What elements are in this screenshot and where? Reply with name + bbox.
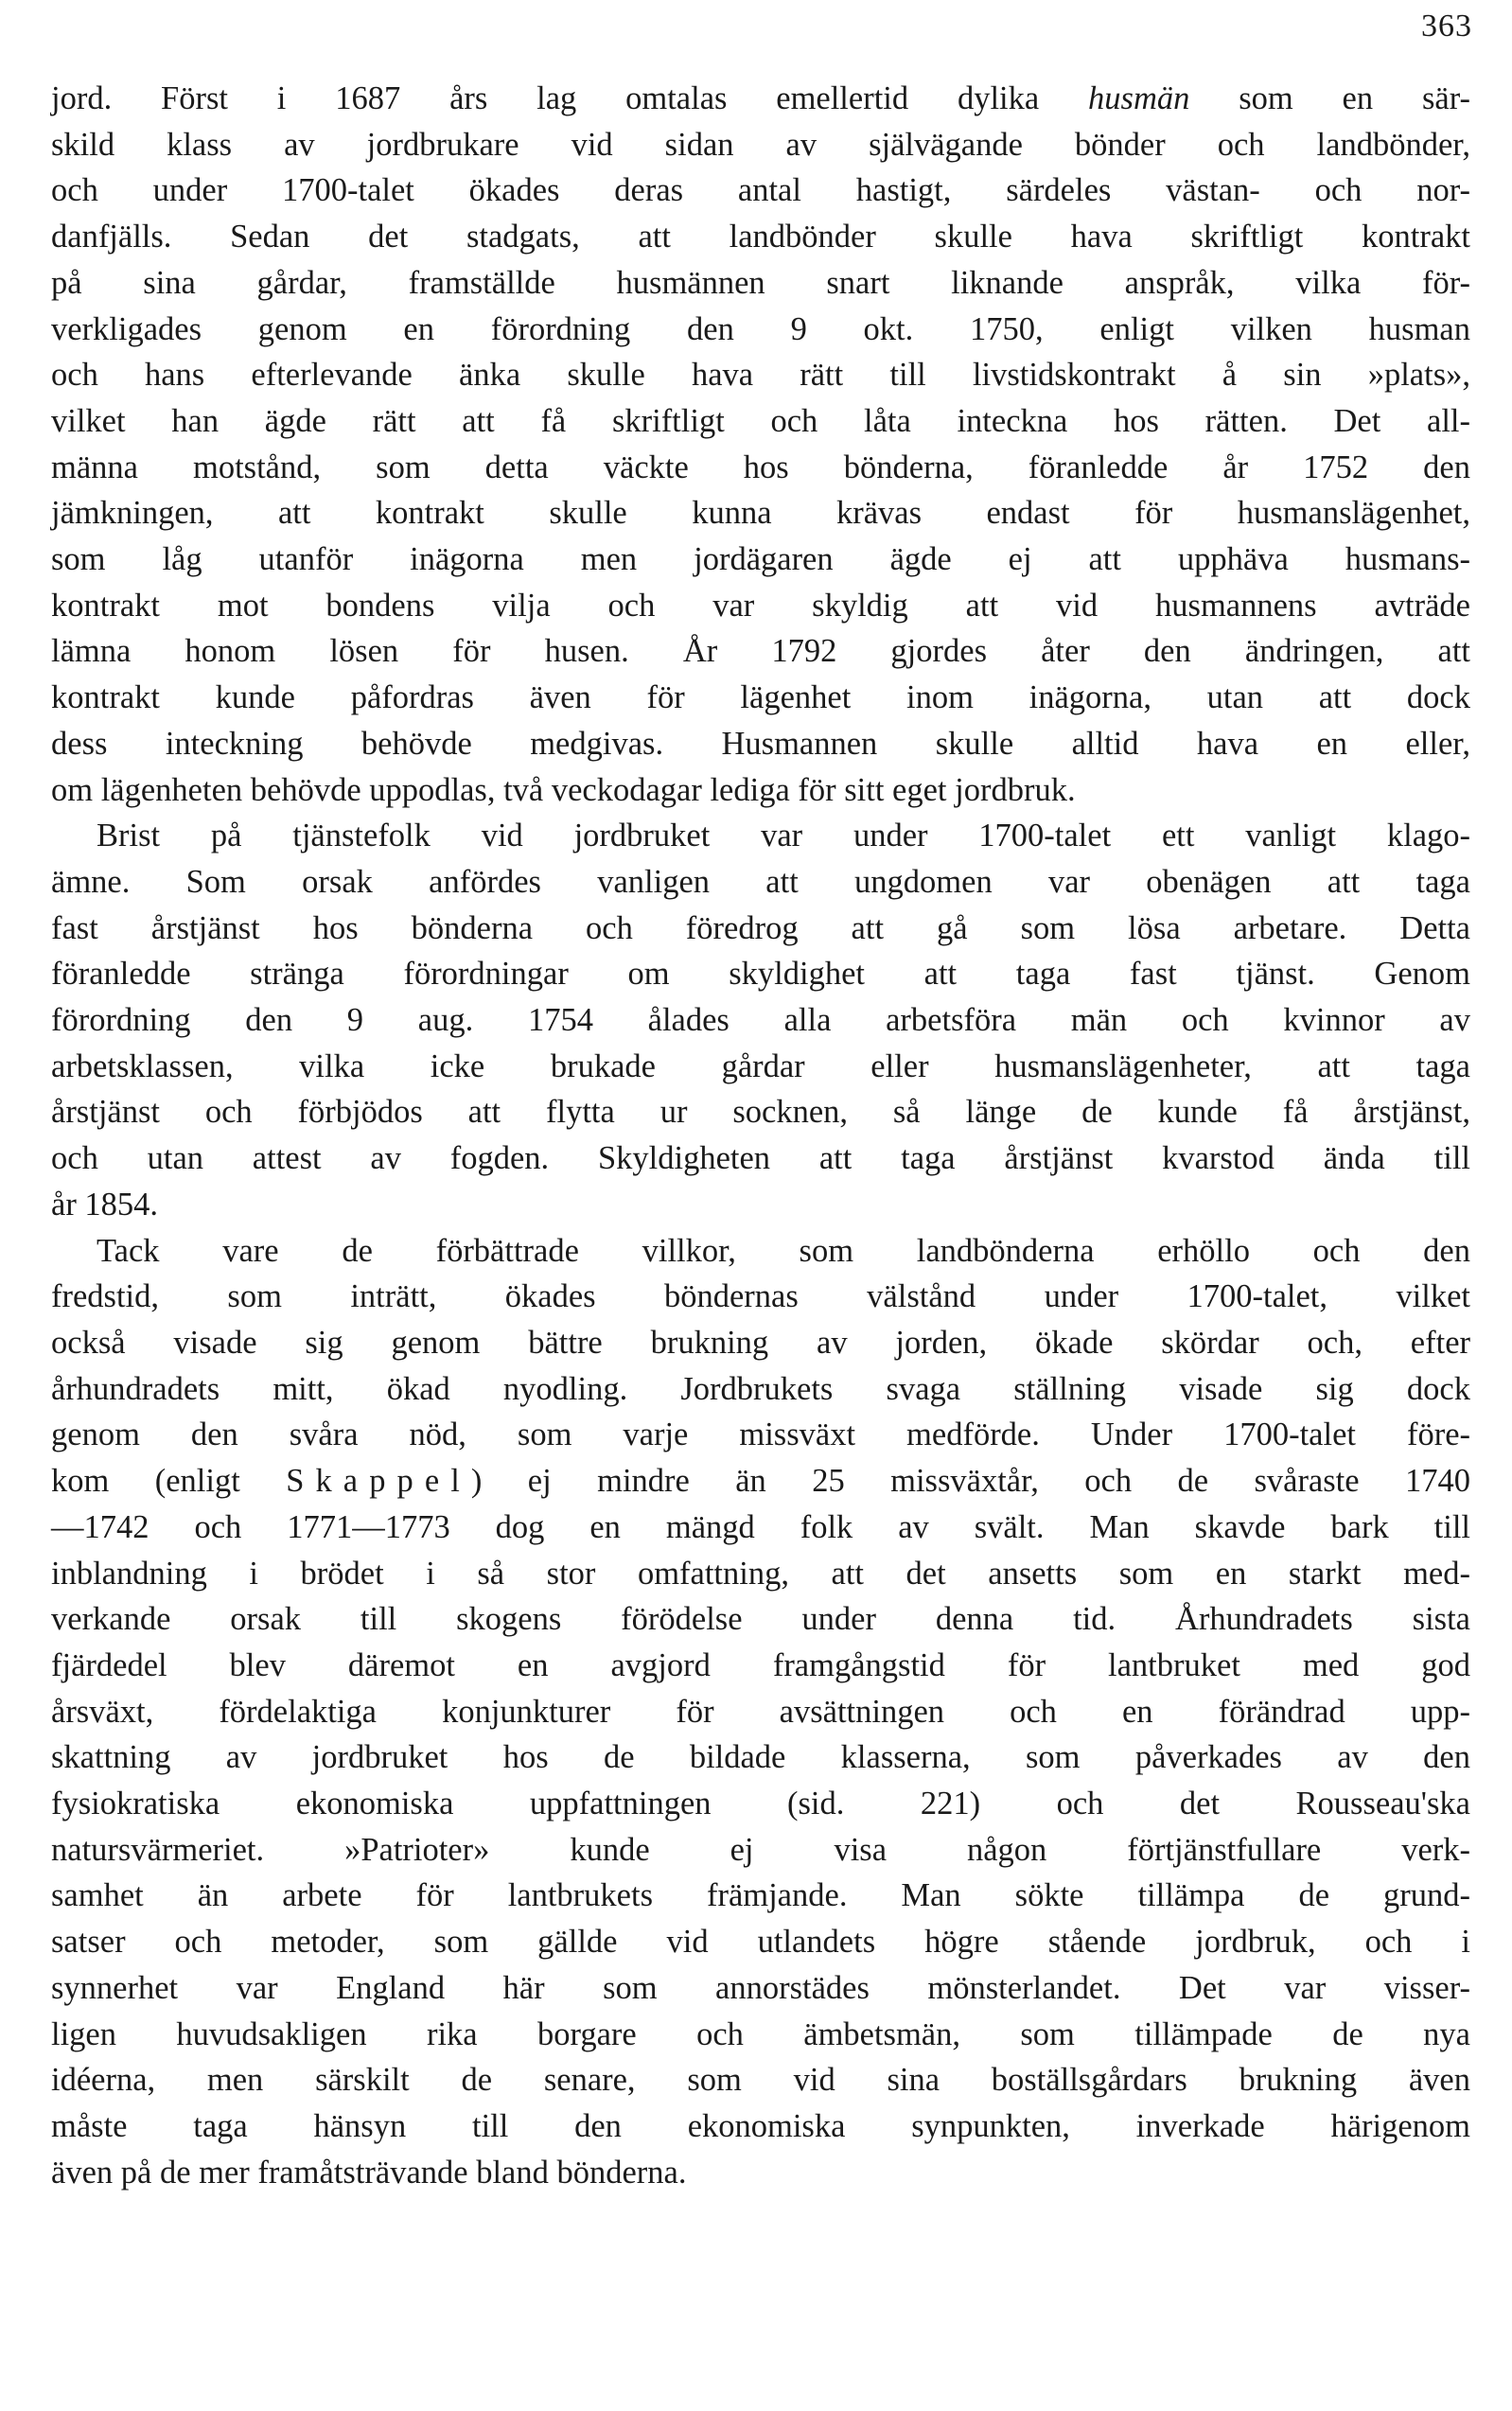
text-line	[51, 2150, 1470, 2196]
text-run: genom den svåra nöd, som varje missväxt medförde. Under 1700-talet före-	[51, 1417, 1470, 1453]
text-run: också visade sig genom bättre brukning av jorden, ökade skördar och, efter	[51, 1324, 1470, 1361]
text-line	[51, 167, 1470, 214]
text-line	[51, 997, 1470, 1044]
text-line	[51, 675, 1470, 721]
text-run: verkligades genom en förordning den 9 okt. 1750, enligt vilken husman	[51, 310, 1470, 347]
text-line	[51, 1781, 1470, 1827]
text-run: årstjänst och förbjödos att flytta ur socknen, så länge de kunde få årstjänst,	[51, 1094, 1470, 1131]
text-line	[51, 1089, 1470, 1135]
text-line	[51, 2103, 1470, 2150]
text-run: som låg utanför inägorna men jordägaren ägde ej att upphäva husmans-	[51, 541, 1470, 578]
text-run: vilket han ägde rätt att få skriftligt och låta inteckna hos rätten. Det all-	[51, 402, 1470, 439]
text-line	[51, 1228, 1470, 1275]
text-run: lämna honom lösen för husen. År 1792 gjordes åter den ändringen, att	[51, 633, 1470, 670]
text-line	[51, 1551, 1470, 1597]
page-number: 363	[1421, 9, 1472, 44]
paragraph	[51, 1228, 1470, 2196]
text-line	[51, 352, 1470, 398]
text-run: även på de mer framåtsträvande bland bönderna.	[51, 2154, 687, 2191]
text-line	[51, 1505, 1470, 1551]
text-run: fast årstjänst hos bönderna och föredrog att gå som lösa arbetare. Detta	[51, 909, 1470, 946]
text-run: danfjälls. Sedan det stadgats, att landbönder skulle hava skriftligt kontrakt	[51, 219, 1470, 255]
text-line	[51, 537, 1470, 583]
text-run: kontrakt mot bondens vilja och var skyldig att vid husmannens avträde	[51, 587, 1470, 624]
text-run: —1742 och 1771—1773 dog en mängd folk av svält. Man skavde bark till	[51, 1508, 1470, 1545]
text-line	[51, 307, 1470, 353]
text-run: och hans efterlevande änka skulle hava rätt till livstidskontrakt å sin »plats»,	[51, 357, 1470, 394]
text-run: satser och metoder, som gällde vid utlandets högre stående jordbruk, och i	[51, 1924, 1470, 1961]
text-run: ) ej mindre än 25 missväxtår, och de svåraste 1740	[470, 1463, 1470, 1500]
italic-term: husmän	[1088, 80, 1190, 116]
text-line	[51, 906, 1470, 952]
text-run: Brist på tjänstefolk vid jordbruket var under 1700-talet ett vanligt klago-	[97, 818, 1470, 854]
text-run: århundradets mitt, ökad nyodling. Jordbrukets svaga ställning visade sig dock	[51, 1370, 1470, 1407]
text-run: och utan attest av fogden. Skyldigheten att taga årstjänst kvarstod ända till	[51, 1140, 1470, 1177]
text-line	[51, 1689, 1470, 1735]
text-line	[51, 122, 1470, 168]
text-line	[51, 1412, 1470, 1458]
text-line	[51, 859, 1470, 906]
spaced-name: Skappel	[286, 1463, 471, 1500]
text-line	[51, 490, 1470, 537]
text-line	[51, 2012, 1470, 2058]
text-line	[51, 398, 1470, 445]
text-run: samhet än arbete för lantbrukets främjande. Man sökte tillämpa de grund-	[51, 1877, 1470, 1914]
text-line	[51, 1320, 1470, 1366]
text-run: ligen huvudsakligen rika borgare och ämbetsmän, som tillämpade de nya	[51, 2015, 1470, 2052]
text-run: ämne. Som orsak anfördes vanligen att ungdomen var obenägen att taga	[51, 863, 1470, 900]
text-run: männa motstånd, som detta väckte hos bönderna, föranledde år 1752 den	[51, 449, 1470, 485]
text-run: synnerhet var England här som annorstädes mönsterlandet. Det var visser-	[51, 1969, 1470, 2006]
text-line	[51, 721, 1470, 767]
paragraph	[51, 813, 1470, 1227]
text-run: fysiokratiska ekonomiska uppfattningen (sid. 221) och det Rousseau'ska	[51, 1786, 1470, 1822]
text-run: natursvärmeriet. »Patrioter» kunde ej visa någon förtjänstfullare verk-	[51, 1831, 1470, 1868]
text-line	[51, 583, 1470, 629]
text-run: om lägenheten behövde uppodlas, två veckodagar lediga för sitt eget jordbruk.	[51, 771, 1076, 808]
text-run: dess inteckning behövde medgivas. Husmannen skulle alltid hava en eller,	[51, 725, 1470, 762]
text-line	[51, 1827, 1470, 1874]
text-run: årsväxt, fördelaktiga konjunkturer för avsättningen och en förändrad upp-	[51, 1693, 1470, 1730]
text-line	[51, 628, 1470, 675]
text-line	[51, 1274, 1470, 1320]
text-line	[51, 951, 1470, 997]
text-run: föranledde stränga förordningar om skyldighet att taga fast tjänst. Genom	[51, 956, 1470, 993]
text-line	[51, 214, 1470, 260]
text-line	[51, 1596, 1470, 1643]
text-line	[51, 1044, 1470, 1090]
text-run: och under 1700-talet ökades deras antal hastigt, särdeles västan- och nor-	[51, 172, 1470, 209]
text-run: inblandning i brödet i så stor omfattning, att det ansetts som en starkt med-	[51, 1555, 1470, 1592]
text-line	[51, 1366, 1470, 1413]
text-line	[51, 1965, 1470, 2012]
body-text	[51, 76, 1470, 2195]
text-line	[51, 1135, 1470, 1182]
text-run: kontrakt kunde påfordras även för lägenhet inom inägorna, utan att dock	[51, 679, 1470, 716]
text-line	[51, 1643, 1470, 1689]
text-run: kom (enligt	[51, 1463, 287, 1500]
text-run: Tack vare de förbättrade villkor, som landbönderna erhöllo och den	[97, 1232, 1470, 1269]
text-line	[51, 2057, 1470, 2103]
text-line	[51, 1734, 1470, 1781]
text-line	[51, 76, 1470, 122]
text-run: jord. Först i 1687 års lag omtalas emellertid dylika	[51, 80, 1089, 116]
text-run: skattning av jordbruket hos de bildade klasserna, som påverkades av den	[51, 1739, 1470, 1776]
text-line	[51, 1873, 1470, 1919]
text-run: idéerna, men särskilt de senare, som vid sina boställsgårdars brukning även	[51, 2062, 1470, 2099]
text-run: på sina gårdar, framställde husmännen snart liknande anspråk, vilka för-	[51, 264, 1470, 301]
text-run: arbetsklassen, vilka icke brukade gårdar eller husmanslägenheter, att taga	[51, 1047, 1470, 1084]
text-run: förordning den 9 aug. 1754 ålades alla arbetsföra män och kvinnor av	[51, 1002, 1470, 1039]
text-run: måste taga hänsyn till den ekonomiska synpunkten, inverkade härigenom	[51, 2107, 1470, 2144]
text-run: skild klass av jordbrukare vid sidan av självägande bönder och landbönder,	[51, 126, 1470, 163]
text-run: jämkningen, att kontrakt skulle kunna krävas endast för husmanslägenhet,	[51, 495, 1470, 532]
text-line	[51, 1182, 1470, 1228]
text-run: verkande orsak till skogens förödelse under denna tid. Århundradets sista	[51, 1601, 1470, 1638]
text-run: som en sär-	[1189, 80, 1470, 116]
text-line	[51, 1458, 1470, 1505]
text-line	[51, 813, 1470, 859]
paragraph	[51, 76, 1470, 813]
text-run: fjärdedel blev däremot en avgjord framgångstid för lantbruket med god	[51, 1646, 1470, 1683]
text-line	[51, 260, 1470, 307]
text-run: fredstid, som inträtt, ökades böndernas välstånd under 1700-talet, vilket	[51, 1278, 1470, 1315]
text-line	[51, 767, 1470, 814]
text-line	[51, 445, 1470, 491]
text-line	[51, 1919, 1470, 1965]
text-run: år 1854.	[51, 1186, 159, 1223]
